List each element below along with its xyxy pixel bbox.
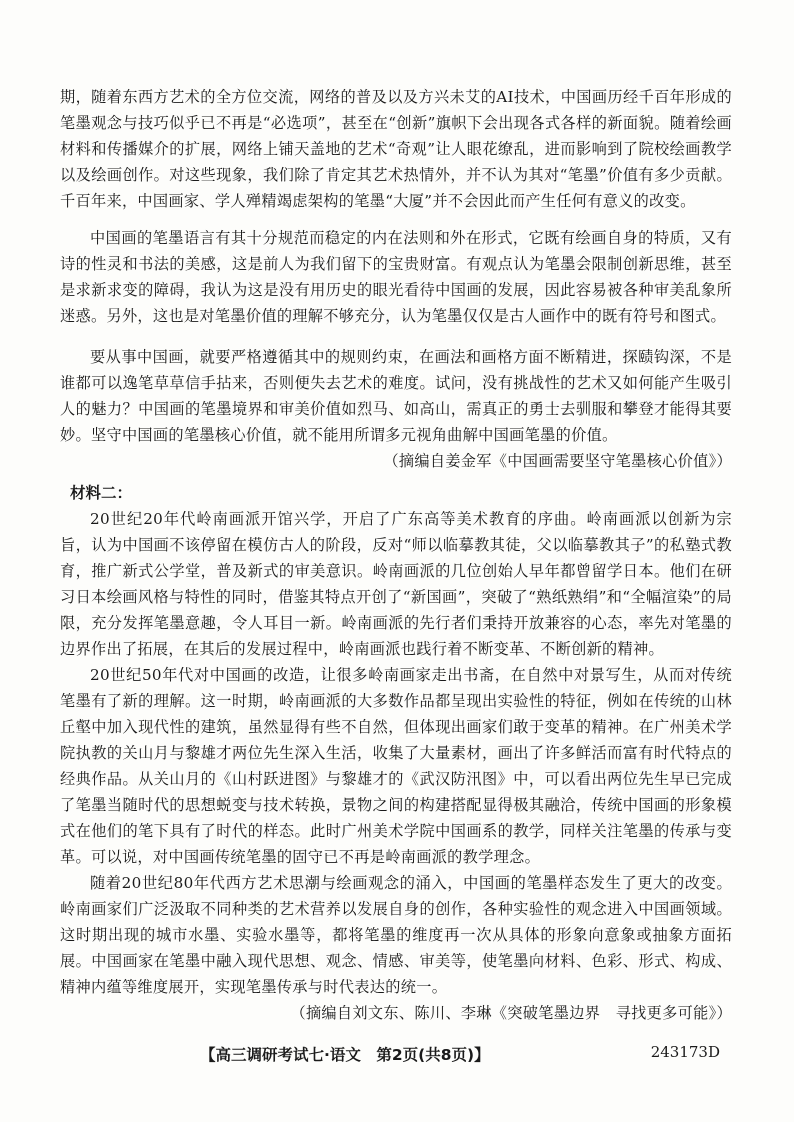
material1-paragraph-3: 要从事中国画，就要严格遵循其中的规则约束，在画法和画格方面不断精进，探赜钩深，不是谁都可以逸笔草草信手拈来，否则便失去艺术的难度。试问，没有挑战性的艺术又如何能产生吸引人的魅力？中国画的笔墨境界和审美价值如烈马、如高山，需真正的勇士去驯服和攀登才能得其要妙。坚守中国画的笔墨核心价值，就不能用所谓多元视角曲解中国画笔墨的价值。	[60, 348, 732, 444]
page-content	[60, 84, 732, 1026]
material1-paragraph-1: 期，随着东西方艺术的全方位交流，网络的普及以及方兴未艾的AI技术，中国画历经千百年形成的笔墨观念与技巧似乎已不再是“必选项”，甚至在“创新”旗帜下会出现各式各样的新面貌。随着绘画材料和传播媒介的扩展，网络上铺天盖地的艺术“奇观”让人眼花缭乱，进而影响到了院校绘画教学以及绘画创作。对这些现象，我们除了肯定其艺术热情外，并不认为其对“笔墨”价值有多少贡献。千百年来，中国画家、学人殚精竭虑架构的笔墨“大厦”并不会因此而产生任何有意义的改变。	[60, 88, 732, 210]
footer-code: 243173D	[650, 1043, 720, 1061]
footer-label: 【高三调研考试七·语文 第2页(共8页)】	[200, 1046, 490, 1064]
material1-paragraph-2: 中国画的笔墨语言有其十分规范而稳定的内在法则和外在形式，它既有绘画自身的特质，又有诗的性灵和书法的美感，这是前人为我们留下的宝贵财富。有观点认为笔墨会限制创新思维，甚至是求新求变的障碍，我认为这是没有用历史的眼光看待中国画的发展，因此容易被各种审美乱象所迷惑。另外，这也是对笔墨价值的理解不够充分，认为笔墨仅仅是古人画作中的既有符号和图式。	[60, 229, 732, 325]
material2-paragraph-2: 20世纪50年代对中国画的改造，让很多岭南画家走出书斋，在自然中对景写生，从而对传统笔墨有了新的理解。这一时期，岭南画派的大多数作品都呈现出实验性的特征，例如在传统的山林丘壑中加入现代性的建筑，虽然显得有些不自然，但体现出画家们敢于变革的精神。在广州美术学院执教的关山月与黎雄才两位先生深入生活，收集了大量素材，画出了许多鲜活而富有时代特点的经典作品。从关山月的《山村跃进图》与黎雄才的《武汉防汛图》中，可以看出两位先生早已完成了笔墨当随时代的思想蜕变与技术转换，景物之间的构建搭配显得极其融洽，传统中国画的形象模式在他们的笔下具有了时代的样态。此时广州美术学院中国画系的教学，同样关注笔墨的传承与变革。可以说，对中国画传统笔墨的固守已不再是岭南画派的教学理念。	[60, 666, 732, 866]
page-footer	[0, 1043, 794, 1069]
material1-source: （摘编自姜金军《中国画需要坚守笔墨核心价值》）	[383, 452, 732, 470]
material2-paragraph-3: 随着20世纪80年代西方艺术思潮与绘画观念的涌入，中国画的笔墨样态发生了更大的改变。岭南画家们广泛汲取不同种类的艺术营养以发展自身的创作，各种实验性的观念进入中国画领域。这时期出现的城市水墨、实验水墨等，都将笔墨的维度再一次从具体的形象向意象或抽象方面拓展。中国画家在笔墨中融入现代思想、观念、情感、审美等，使笔墨向材料、色彩、形式、构成、精神内蕴等维度展开，实现笔墨传承与时代表达的统一。	[60, 874, 732, 996]
material2-heading: 材料二：	[70, 484, 133, 502]
material2-paragraph-1: 20世纪20年代岭南画派开馆兴学，开启了广东高等美术教育的序曲。岭南画派以创新为宗旨，认为中国画不该停留在模仿古人的阶段，反对“师以临摹教其徒，父以临摹教其子”的私塾式教育，推广新式公学堂，普及新式的审美意识。岭南画派的几位创始人早年都曾留学日本。他们在研习日本绘画风格与特性的同时，借鉴其特点开创了“新国画”，突破了“熟纸熟绢”和“全幅渲染”的局限，充分发挥笔墨意趣，令人耳目一新。岭南画派的先行者们秉持开放兼容的心态，率先对笔墨的边界作出了拓展，在其后的发展过程中，岭南画派也践行着不断变革、不断创新的精神。	[60, 510, 732, 658]
material2-source: （摘编自刘文东、陈川、李琳《突破笔墨边界 寻找更多可能》）	[290, 1004, 732, 1022]
